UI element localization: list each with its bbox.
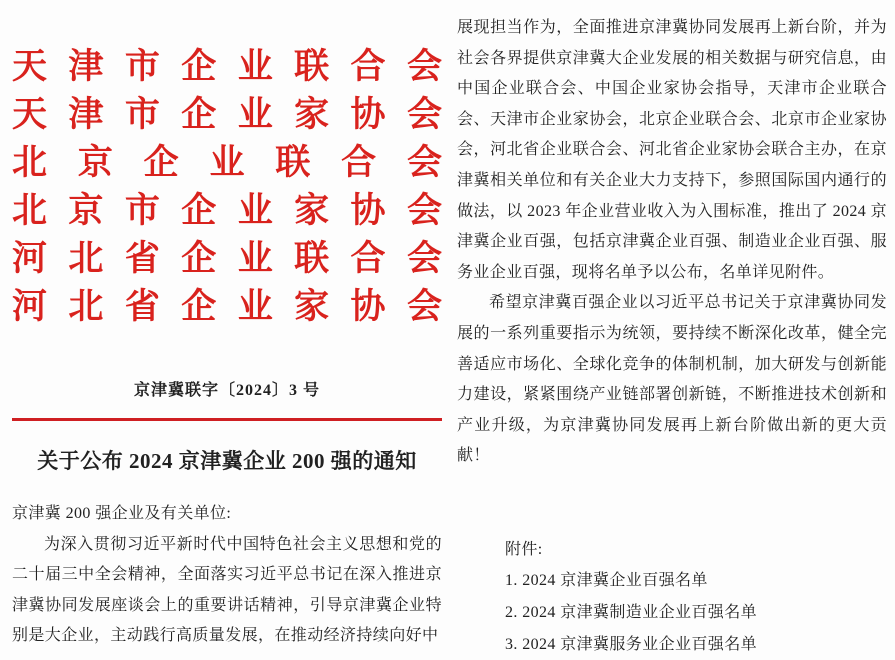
- letterhead-line: 北 京 市 企 业 家 协 会: [12, 190, 442, 230]
- attachments-label: 附件:: [505, 540, 543, 558]
- letterhead-line: 天 津 市 企 业 家 协 会: [12, 94, 442, 134]
- left-column: [12, 0, 442, 652]
- attachments-block: [457, 534, 887, 660]
- attachment-item: 1. 2024 京津冀企业百强名单: [505, 571, 708, 589]
- salutation: 京津冀 200 强企业及有关单位:: [12, 505, 232, 522]
- doc-number: 京津冀联字〔2024〕3 号: [133, 382, 320, 399]
- red-divider-rule: [12, 418, 442, 421]
- attachment-item: 2. 2024 京津冀制造业企业百强名单: [505, 603, 758, 621]
- letterhead-line: 天 津 市 企 业 联 合 会: [12, 46, 442, 86]
- letterhead-line: 河 北 省 企 业 家 协 会: [12, 286, 442, 326]
- body-paragraph-continuation: 展现担当作为，全面推进京津冀协同发展再上新台阶，并为社会各界提供京津冀大企业发展的相关数据与研究信息，由中国企业联合会、中国企业家协会指导，天津市企业联合会、天津市企业家协会，北京企业联合会、北京市企业家协会，河北省企业联合会、河北省企业家协会联合主办，在京津冀相关单位和有关企业大力支持下，参照国际国内通行的做法，以 2023 年企业营业收入为入围标准，推出了 2024 京津冀企业百强，包括京津冀企业百强、制造业企业百强、服务业企业百强，现将名单予以公布，名单详见附件。: [457, 19, 887, 281]
- attachment-item: 3. 2024 京津冀服务业企业百强名单: [505, 635, 758, 653]
- letterhead-line: 北 京 企 业 联 合 会: [12, 142, 442, 182]
- body-paragraph-left: 为深入贯彻习近平新时代中国特色社会主义思想和党的二十届三中全会精神，全面落实习近平总书记在深入推进京津冀协同发展座谈会上的重要讲话精神，引导京津冀企业特别是大企业，主动践行高质量发展，在推动经济持续向好中: [12, 535, 442, 645]
- right-column: [457, 0, 887, 660]
- letterhead-line: 河 北 省 企 业 联 合 会: [12, 238, 442, 278]
- letterhead: [12, 42, 442, 330]
- notice-title: 关于公布 2024 京津冀企业 200 强的通知: [37, 449, 417, 473]
- body-paragraph-hope: 希望京津冀百强企业以习近平总书记关于京津冀协同发展的一系列重要指示为统领，要持续不断深化改革，健全完善适应市场化、全球化竞争的体制机制，加大研发与创新能力建设，紧紧围绕产业链部署创新链，不断推进技术创新和产业升级，为京津冀协同发展再上新台阶做出新的更大贡献！: [457, 294, 887, 465]
